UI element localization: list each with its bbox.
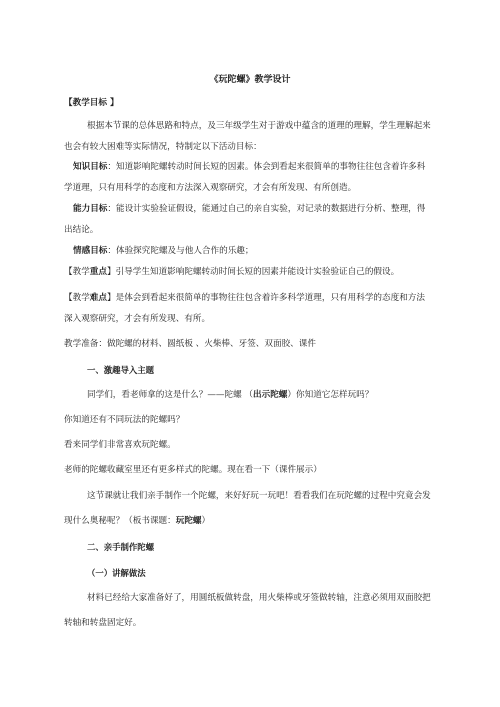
section-1-line-5: 这节课就让我们亲手制作一个陀螺，来好好玩一玩吧！看看我们在玩陀螺的过程中究竟会发 [87,491,431,501]
section-1-line-4: 老师的陀螺收藏室里还有更多样式的陀螺。现在看一下（课件展示） [64,465,322,475]
section-2-line-2: 转轴和转盘固定好。 [64,618,142,628]
intro-line-2: 也会有较大困难等实际情况，特制定以下活动目标： [64,142,262,152]
s1-line6-bold: 玩陀螺 [175,516,202,526]
difficult-text-1: 是体会到看起来很简单的事物往往包含着许多科学道理，只有用科学的态度和方法 [115,293,425,303]
subsection-1-heading: （一）讲解做法 [87,568,146,578]
teaching-preparation: 教学准备：做陀螺的材料、圆纸板 、火柴棒、牙签、双面胶、课件 [64,339,316,349]
emotion-text: ：体验探究陀螺及与他人合作的乐趣； [107,246,254,256]
emotion-label: 情感目标 [73,246,108,256]
s1-line6-b: ） [201,516,211,526]
section-1-line-3: 看来同学们非常喜欢玩陀螺。 [64,440,176,450]
knowledge-text-1: ：知道影响陀螺转动时间长短的因素。体会到看起来很简单的事物往往包含着许多科 [107,162,426,172]
teaching-difficulty [64,292,425,304]
ability-text-2: 出结论。 [64,225,99,235]
s1-line1-a: 同学们，看老师拿的这是什么？——陀螺 （ [87,390,254,400]
key-label-bold: 重点 [89,267,107,277]
teaching-key-point [64,266,399,278]
s1-line6-a: 现什么奥秘呢？（板书课题： [64,516,176,526]
section-1-line-6 [64,515,210,527]
section-1-line-1 [87,389,373,401]
knowledge-label: 知识目标 [73,162,108,172]
section-2-heading: 二、亲手制作陀螺 [87,542,154,552]
emotion-objective [73,245,254,257]
key-label-close: 】 [107,267,116,277]
ability-label: 能力目标 [73,204,108,214]
knowledge-objective [73,161,425,173]
key-text: 引导学生知道影响陀螺转动时间长短的因素并能设计实验验证自己的假设。 [115,267,400,277]
s1-line1-bold: 出示陀螺 [253,390,288,400]
intro-line-1: 根据本节课的总体思路和特点，及三年级学生对于游戏中蕴含的道理的理解，学生理解起来 [87,121,431,131]
key-label-open: 【教学 [64,267,90,277]
s1-line1-b: ）你知道它怎样玩吗？ [287,390,374,400]
difficult-label-bold: 难点 [89,293,107,303]
ability-objective [73,203,425,215]
difficult-label-open: 【教学 [64,293,90,303]
objectives-header: 【教学目标 】 [64,98,119,108]
knowledge-text-2: 学道理，只有用科学的态度和方法深入观察研究，才会有所发现、有所创造。 [64,183,357,193]
document-title: 《玩陀螺》教学设计 [209,75,291,85]
section-1-heading: 一、激趣导入主题 [87,365,154,375]
ability-text-1: ：能设计实验验证假设，能通过自己的亲自实验，对记录的数据进行分析、整理，得 [107,204,426,214]
difficult-text-2: 深入观察研究，才会有所发现、有所。 [64,314,211,324]
section-2-line-1: 材料已经给大家准备好了，用圆纸板做转盘，用火柴棒或牙签做转轴，注意必须用双面胶把 [87,593,431,603]
section-1-line-2: 你知道还有不同玩法的陀螺吗？ [64,415,185,425]
difficult-label-close: 】 [107,293,116,303]
